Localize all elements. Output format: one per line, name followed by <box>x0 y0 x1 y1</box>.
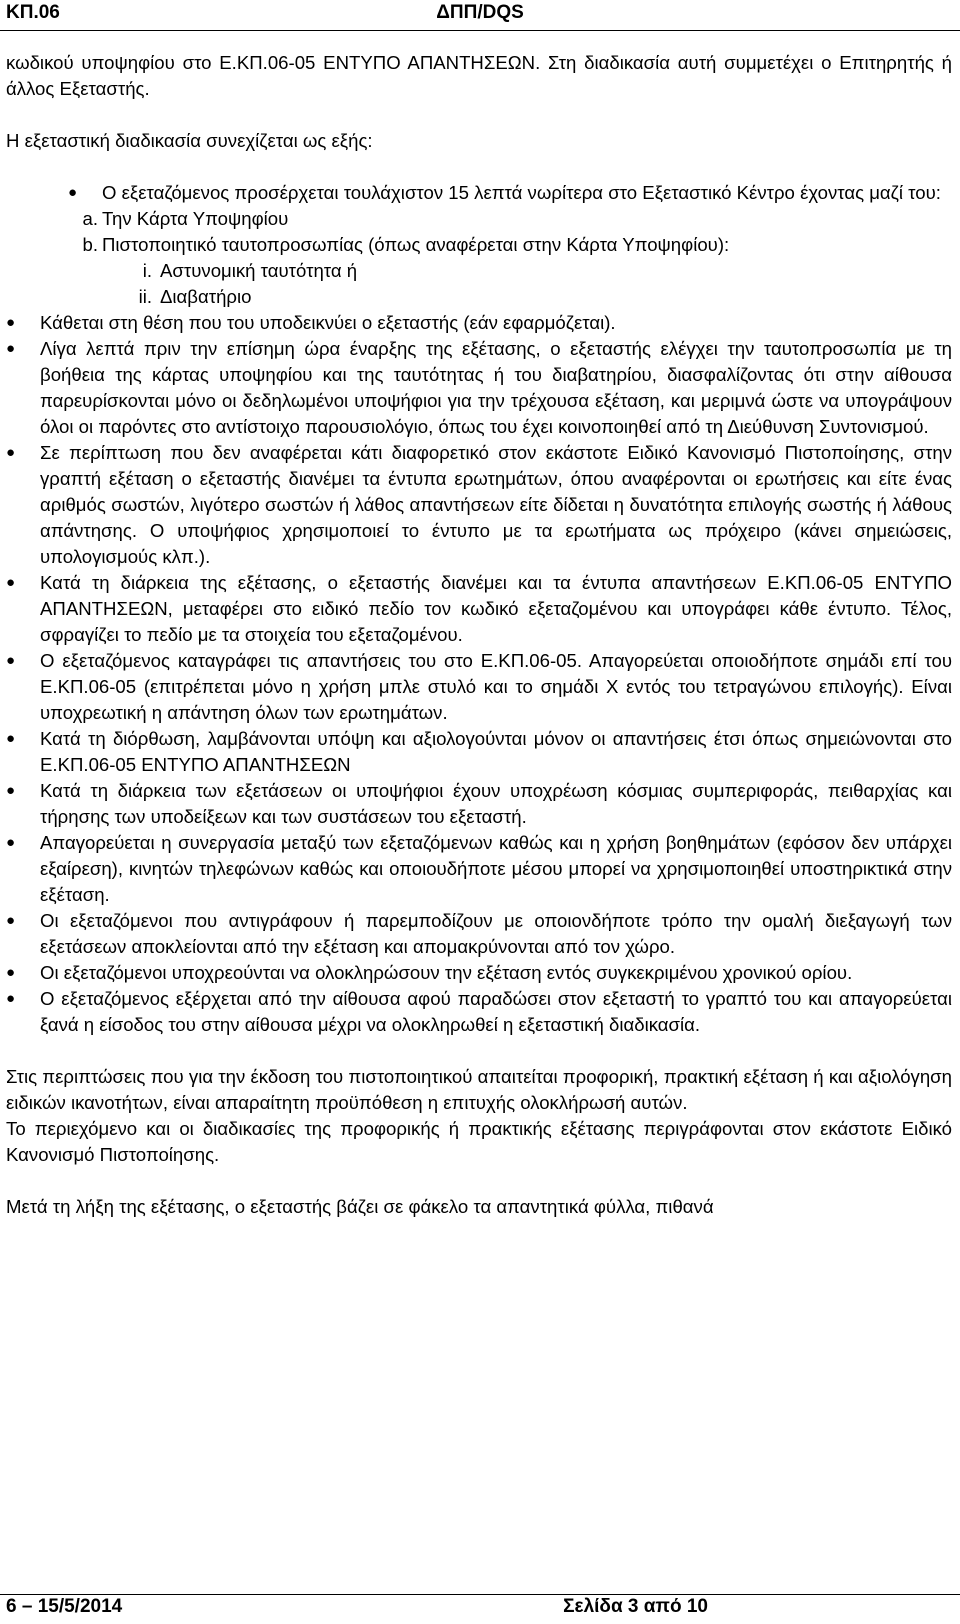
list-item: i. Αστυνομική ταυτότητα ή <box>142 260 358 281</box>
intro-paragraph: κωδικού υποψηφίου στο Ε.ΚΠ.06-05 ΕΝΤΥΠΟ ΑΠΑΝΤΗΣΕΩΝ. Στη διαδικασία αυτή συμμετέχει ο Επιτηρητής ή άλλος Εξεταστής. <box>6 52 952 99</box>
bullet-icon: ● <box>6 444 16 461</box>
content-paragraph: Το περιεχόμενο και οι διαδικασίες της προφορικής ή πρακτικής εξέτασης περιγράφονται στον εκάστοτε Ειδικό Κανονισμό Πιστοποίησης. <box>6 1118 952 1165</box>
bullet-icon: ● <box>6 652 16 669</box>
list-item: ● Ο εξεταζόμενος καταγράφει τις απαντήσεις του στο Ε.ΚΠ.06-05. Απαγορεύεται οποιοδήποτε σημάδι επί του Ε.ΚΠ.06-05 (επιτρέπεται μόνο η χρήση μπλε στυλό και το σημάδι X εντός του τετραγώνου επιλογής). Είναι υποχρεωτική η απάντηση όλων των ερωτημάτων. <box>6 650 952 723</box>
list-item: ● Κατά τη διάρκεια των εξετάσεων οι υποψήφιοι έχουν υποχρέωση κόσμιας συμπεριφοράς, πειθαρχίας και τήρησης των υποδείξεων και των συστάσεων του εξεταστή. <box>6 780 952 827</box>
id-documents-list <box>68 258 952 310</box>
list-item: ● Σε περίπτωση που δεν αναφέρεται κάτι διαφορετικό στον εκάστοτε Ειδικό Κανονισμό Πιστοποίησης, στην γραπτή εξέταση ο εξεταστής διανέμει τα έντυπα ερωτημάτων, όπου αναφέρονται οι ερωτήσεις και είτε ένας αριθμός σωστών, λιγότερο σωστών ή λάθος απαντήσεων είτε δίδεται η δυνατότητα επιλογής σωστής ή λάθους απάντησης. Ο υποψήφιος χρησιμοποιεί το έντυπο με τα ερωτήματα ως πρόχειρο (κάνει σημειώσεις, υπολογισμούς κλπ.). <box>6 442 952 567</box>
bullet-icon: ● <box>6 574 16 591</box>
document-code: ΚΠ.06 <box>6 2 60 23</box>
bullet-icon: ● <box>6 834 16 851</box>
bullet-icon: ● <box>6 990 16 1007</box>
procedure-list <box>6 180 952 310</box>
bullet-icon: ● <box>6 912 16 929</box>
list-item: ● Κατά τη διάρκεια της εξέτασης, ο εξεταστής διανέμει και τα έντυπα απαντήσεων Ε.ΚΠ.06-05 ΕΝΤΥΠΟ ΑΠΑΝΤΗΣΕΩΝ, μεταφέρει στο ειδικό πεδίο τον κωδικό εξεταζομένου και υπογράφει κάθε έντυπο. Τέλος, σφραγίζει το πεδίο με τα στοιχεία του εξεταζομένου. <box>6 572 952 645</box>
list-item: ● Κατά τη διόρθωση, λαμβάνονται υπόψη και αξιολογούνται μόνον οι απαντήσεις έτσι όπως σημειώνονται στο Ε.ΚΠ.06-05 ΕΝΤΥΠΟ ΑΠΑΝΤΗΣΕΩΝ <box>6 728 952 775</box>
revision-date: 6 – 15/5/2014 <box>6 1596 123 1617</box>
bullet-icon: ● <box>68 184 78 201</box>
required-items-list <box>68 206 952 310</box>
department-code: ΔΠΠ/DQS <box>436 2 524 23</box>
list-item: ● Ο εξεταζόμενος εξέρχεται από την αίθουσα αφού παραδώσει στον εξεταστή το γραπτό του και απαγορεύεται ξανά η είσοδος του στην αίθουσα μέχρι να ολοκληρωθεί η εξεταστική διαδικασία. <box>6 988 952 1035</box>
list-item: b. Πιστοποιητικό ταυτοπροσωπίας (όπως αναφέρεται στην Κάρτα Υποψηφίου): i. Αστυνομική ταυτότητα ή ii. Διαβατήριο <box>68 232 952 310</box>
page-header <box>0 0 960 28</box>
list-item: a. Την Κάρτα Υποψηφίου <box>82 208 289 229</box>
page-body <box>6 50 952 1220</box>
list-item: ● Οι εξεταζόμενοι που αντιγράφουν ή παρεμποδίζουν με οποιονδήποτε τρόπο την ομαλή διεξαγωγή των εξετάσεων αποκλείονται από την εξέταση και απομακρύνονται από τον χώρο. <box>6 910 952 957</box>
after-exam-paragraph: Μετά τη λήξη της εξέτασης, ο εξεταστής βάζει σε φάκελο τα απαντητικά φύλλα, πιθανά <box>6 1196 714 1217</box>
header-rule <box>0 30 960 31</box>
footer-rule <box>0 1594 960 1595</box>
page-number: Σελίδα 3 από 10 <box>563 1596 708 1617</box>
bullet-icon: ● <box>6 964 16 981</box>
rules-list <box>6 310 952 1038</box>
bullet-icon: ● <box>6 730 16 747</box>
list-item: ● Απαγορεύεται η συνεργασία μεταξύ των εξεταζόμενων καθώς και η χρήση βοηθημάτων (εφόσον δεν υπάρχει εξαίρεση), κινητών τηλεφώνων καθώς και οποιουδήποτε μέσου μπορεί να χρησιμοποιηθεί υποστηρικτικά στην εξέταση. <box>6 832 952 905</box>
bullet-icon: ● <box>6 314 16 331</box>
bullet-icon: ● <box>6 340 16 357</box>
list-item: ● Λίγα λεπτά πριν την επίσημη ώρα έναρξης της εξέτασης, ο εξεταστής ελέγχει την ταυτοπροσωπία με τη βοήθεια της κάρτας υποψηφίου και της ταυτότητας ή του διαβατηρίου, διασφαλίζοντας ότι στην αίθουσα παρευρίσκονται μόνο οι δεδηλωμένοι υποψήφιοι για την τρέχουσα εξέταση, και μεριμνά ώστε να υπογράψουν όλοι οι παρόντες στο αντίστοιχο παρουσιολόγιο, όπως του έχει κοινοποιηθεί από τη Διεύθυνση Συντονισμού. <box>6 338 952 437</box>
bullet-icon: ● <box>6 782 16 799</box>
page-footer <box>0 1594 960 1624</box>
process-intro: Η εξεταστική διαδικασία συνεχίζεται ως εξής: <box>6 130 373 151</box>
list-item: ● Ο εξεταζόμενος προσέρχεται τουλάχιστον 15 λεπτά νωρίτερα στο Εξεταστικό Κέντρο έχοντας μαζί του: a. Την Κάρτα Υποψηφίου b. Πιστοποιητικό ταυτοπροσωπίας (όπως αναφέρεται στην Κάρτα Υποψηφίου): i. Αστυνομική ταυτότητα ή ii. Διαβατήριο <box>68 180 952 310</box>
list-item: ii. Διαβατήριο <box>138 286 252 307</box>
list-item: ● Οι εξεταζόμενοι υποχρεούνται να ολοκληρώσουν την εξέταση εντός συγκεκριμένου χρονικού ορίου. <box>6 960 952 986</box>
practical-exam-paragraph: Στις περιπτώσεις που για την έκδοση του πιστοποιητικού απαιτείται προφορική, πρακτική εξέταση ή και αξιολόγηση ειδικών ικανοτήτων, είναι απαραίτητη προϋπόθεση η επιτυχής ολοκλήρωσή αυτών. <box>6 1066 952 1113</box>
list-item: ● Κάθεται στη θέση που του υποδεικνύει ο εξεταστής (εάν εφαρμόζεται). <box>6 310 952 336</box>
